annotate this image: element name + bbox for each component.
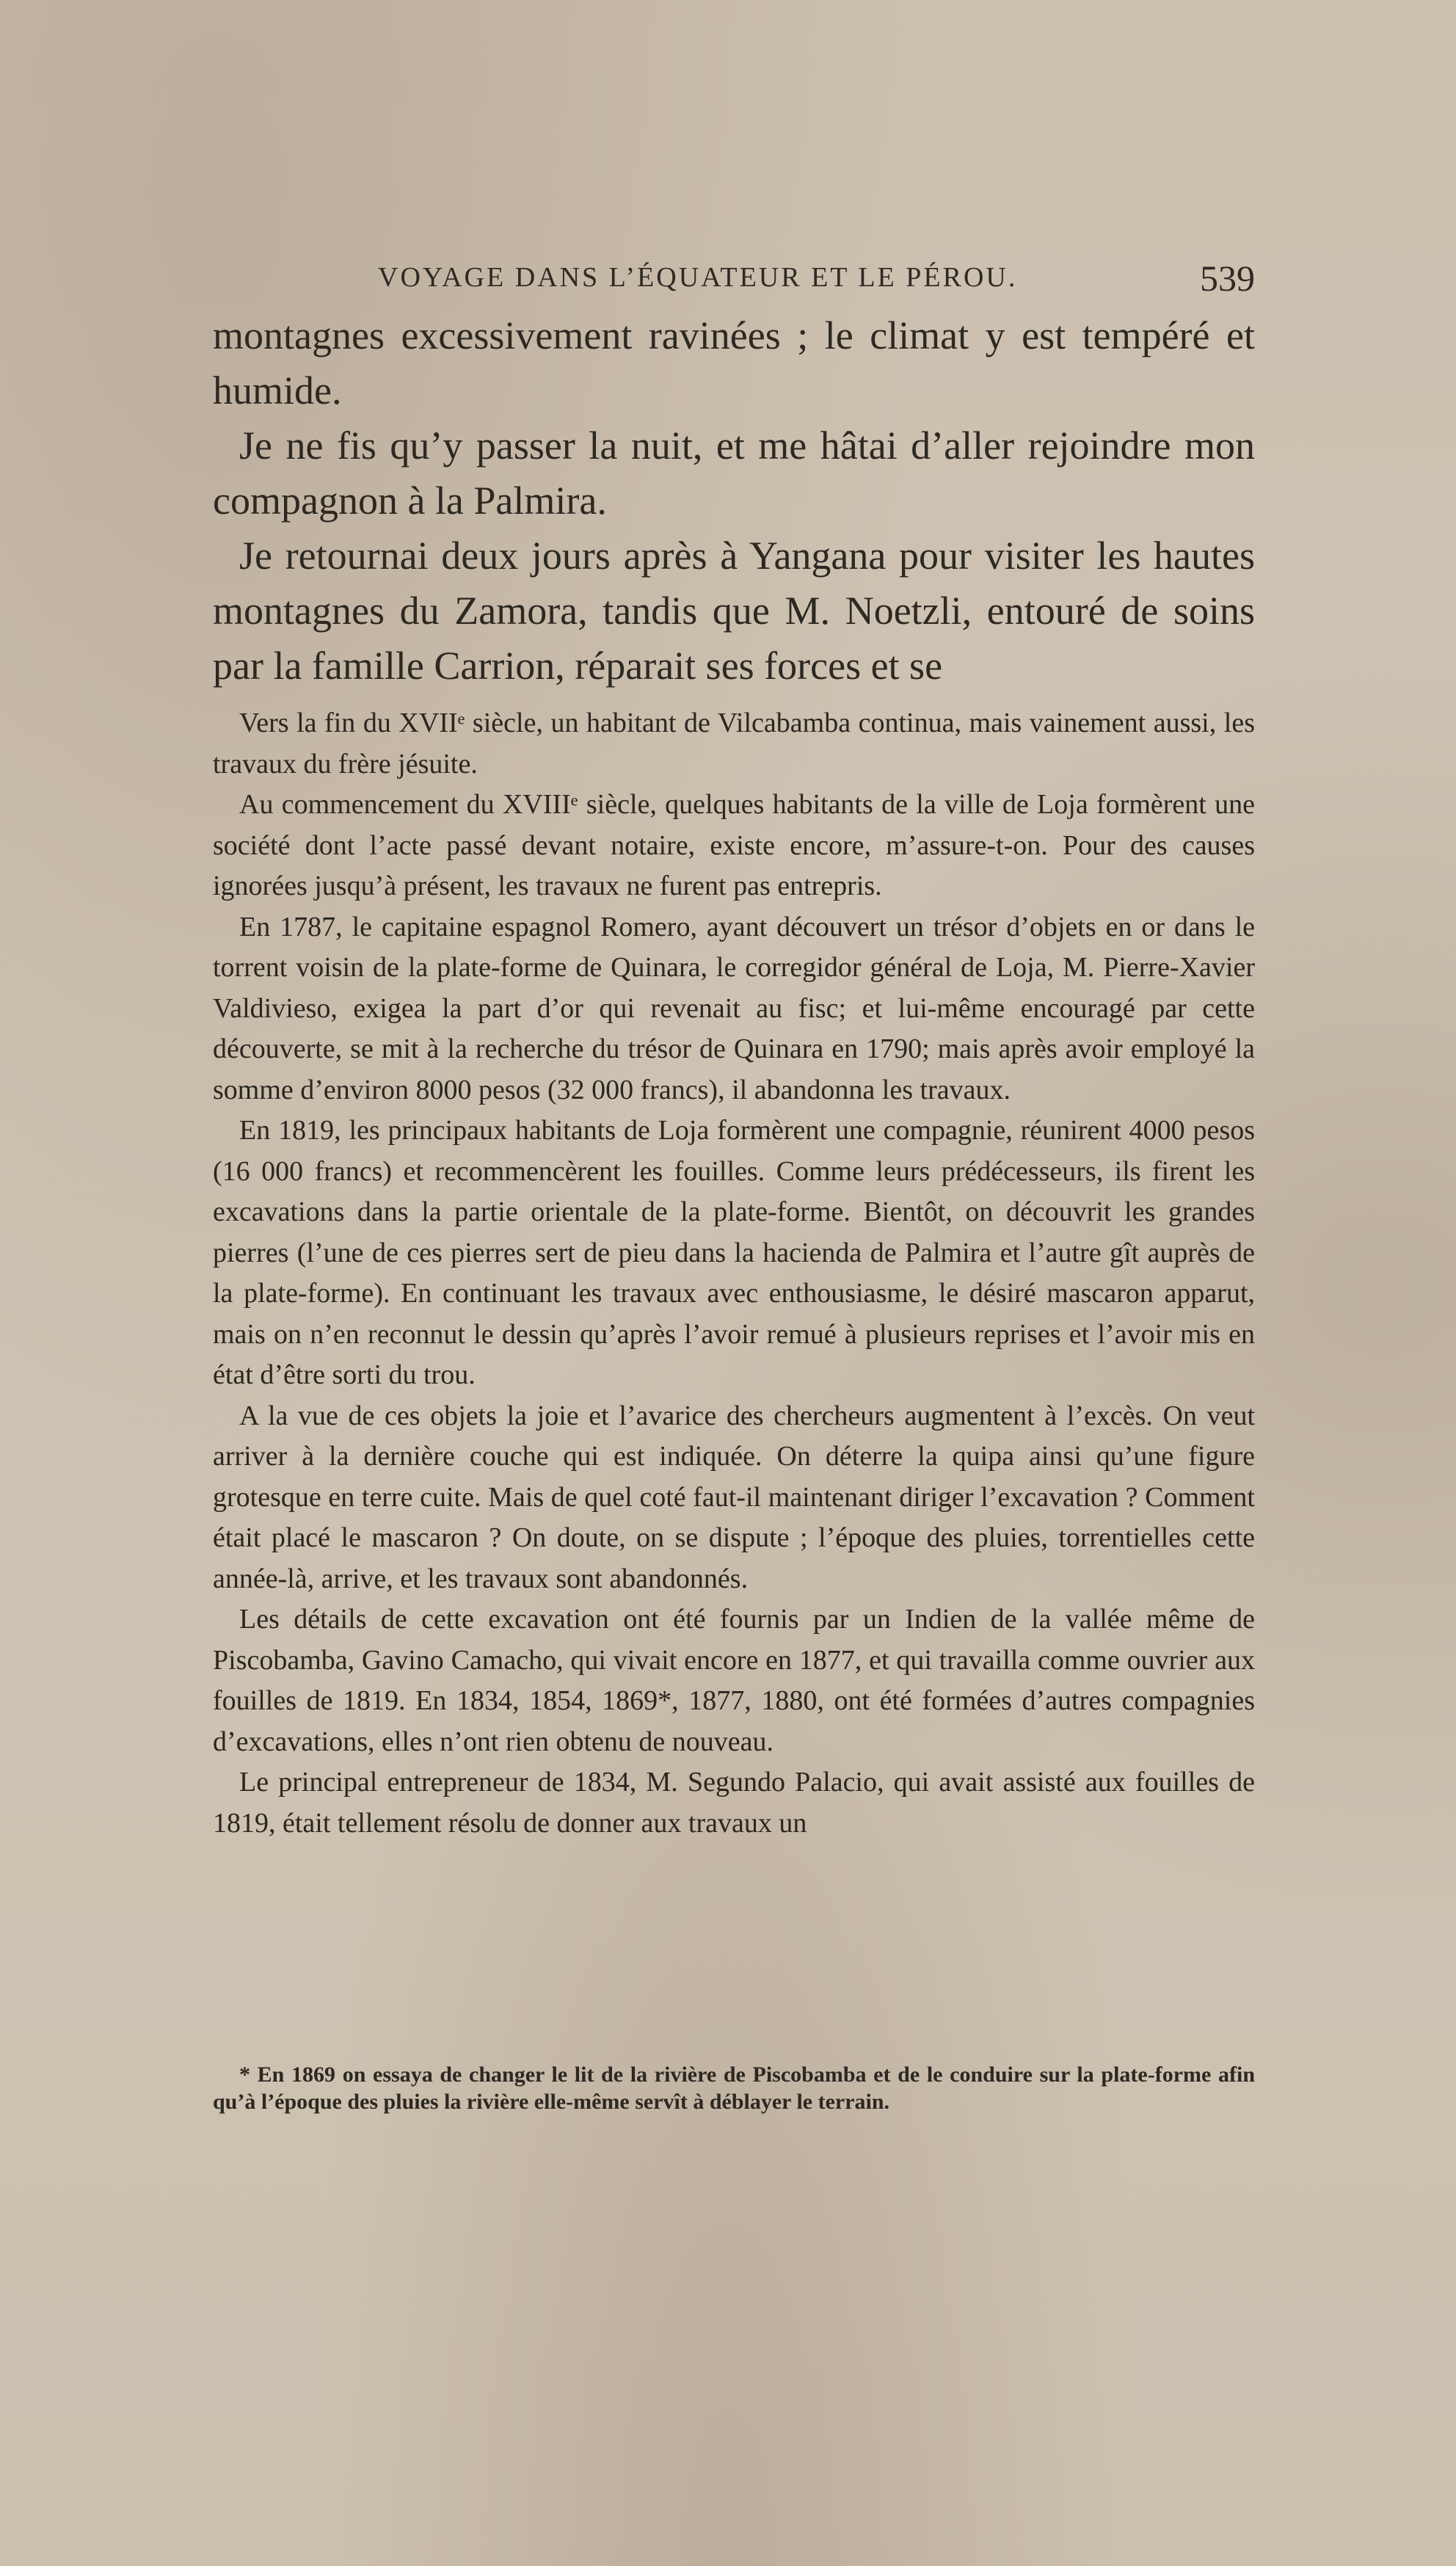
footnote-text: * En 1869 on essaya de changer le lit de la rivière de Piscobamba et de le conduire sur la plate-forme afin qu’à l’époque des pluies la rivière elle-même servît à déblayer le terrain. bbox=[213, 2062, 1255, 2114]
notes-block bbox=[213, 703, 1255, 1844]
note-paragraph: En 1787, le capitaine espagnol Romero, ayant découvert un trésor d’objets en or dans le torrent voisin de la plate-forme de Quinara, le corregidor général de Loja, M. Pierre-Xavier Valdivieso, exigea la part d’or qui revenait au fisc; et lui-même encouragé par cette découverte, se mit à la recherche du trésor de Quinara en 1790; mais après avoir employé la somme d’environ 8000 pesos (32 000 francs), il abandonna les travaux. bbox=[213, 911, 1255, 1105]
note-paragraph: A la vue de ces objets la joie et l’avarice des chercheurs augmentent à l’excès. On veut arriver à la dernière couche qui est indiquée. On déterre la quipa ainsi qu’une figure grotesque en terre cuite. Mais de quel coté faut-il maintenant diriger l’excavation ? Comment était placé le mascaron ? On doute, on se dispute ; l’époque des pluies, torrentielles cette année-là, arrive, et les travaux sont abandonnés. bbox=[213, 1400, 1255, 1594]
note-paragraph: Vers la fin du XVIIᵉ siècle, un habitant de Vilcabamba continua, mais vainement aussi, les travaux du frère jésuite. bbox=[213, 708, 1255, 779]
footnote bbox=[213, 2061, 1255, 2115]
page-header bbox=[213, 257, 1255, 301]
note-paragraph: Le principal entrepreneur de 1834, M. Segundo Palacio, qui avait assisté aux fouilles de 1819, était tellement résolu de donner aux travaux un bbox=[213, 1767, 1255, 1839]
body-paragraph: Je retournai deux jours après à Yangana pour visiter les hautes montagnes du Zamora, tandis que M. Noetzli, entouré de soins par la famille Carrion, réparait ses forces et se bbox=[213, 534, 1255, 688]
note-paragraph: En 1819, les principaux habitants de Loja formèrent une compagnie, réunirent 4000 pesos (16 000 francs) et recommencèrent les fouilles. Comme leurs prédécesseurs, ils firent les excavations dans la partie orientale de la plate-forme. Bientôt, on découvrit les grandes pierres (l’une de ces pierres sert de pieu dans la hacienda de Palmira et l’autre gît auprès de la plate-forme). En continuant les travaux avec enthousiasme, le désiré mascaron apparut, mais on n’en reconnut le dessin qu’après l’avoir remué à plusieurs reprises et l’avoir mis en état d’être sorti du trou. bbox=[213, 1115, 1255, 1390]
body-paragraph: Je ne fis qu’y passer la nuit, et me hâtai d’aller rejoindre mon compagnon à la Palmira. bbox=[213, 424, 1255, 523]
note-paragraph: Les détails de cette excavation ont été fournis par un Indien de la vallée même de Piscobamba, Gavino Camacho, qui vivait encore en 1877, et qui travailla comme ouvrier aux fouilles de 1819. En 1834, 1854, 1869*, 1877, 1880, ont été formées d’autres compagnies d’excavations, elles n’ont rien obtenu de nouveau. bbox=[213, 1604, 1255, 1757]
page-number: 539 bbox=[1200, 258, 1255, 299]
note-paragraph: Au commencement du XVIIIᵉ siècle, quelques habitants de la ville de Loja formèrent une société dont l’acte passé devant notaire, existe encore, m’assure-t-on. Pour des causes ignorées jusqu’à présent, les travaux ne furent pas entrepris. bbox=[213, 789, 1255, 901]
main-text bbox=[213, 308, 1255, 694]
running-title: VOYAGE DANS L’ÉQUATEUR ET LE PÉROU. bbox=[378, 262, 1018, 293]
body-paragraph: montagnes excessivement ravinées ; le climat y est tempéré et humide. bbox=[213, 313, 1255, 412]
